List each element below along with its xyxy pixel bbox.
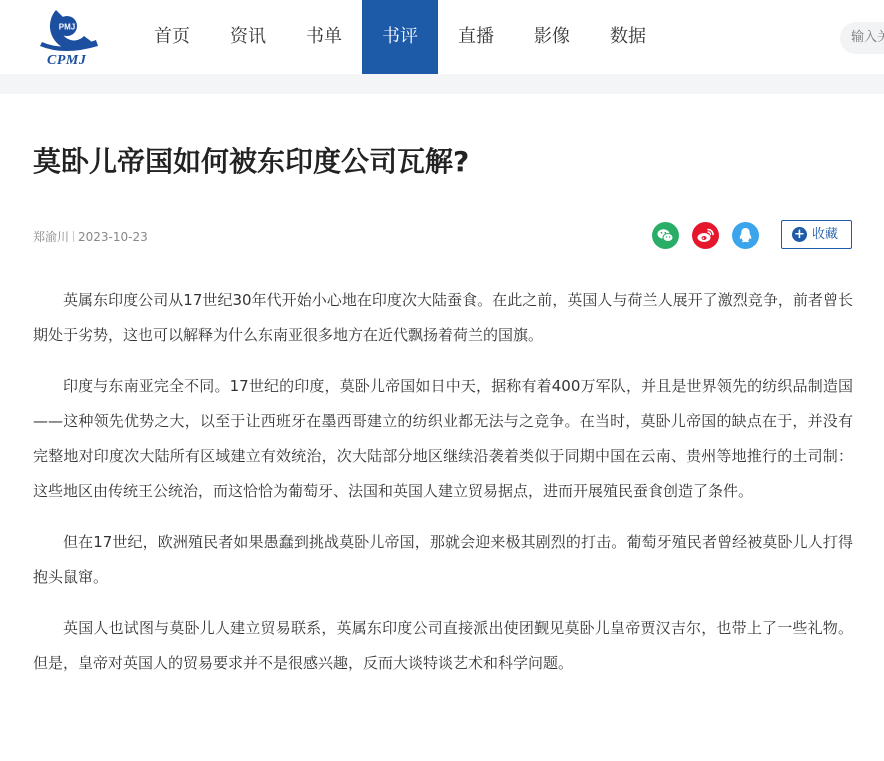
nav-item-booklist[interactable]: 书单 — [306, 26, 342, 47]
nav-item-review[interactable]: 书评 — [362, 0, 438, 74]
nav-item-video[interactable]: 影像 — [534, 26, 570, 47]
article-paragraph: 英国人也试图与莫卧儿人建立贸易联系，英属东印度公司直接派出使团觐见莫卧儿皇帝贾汉吉尔，也带上了一些礼物。但是，皇帝对英国人的贸易要求并不是很感兴趣，反而大谈特谈艺术和科学问题。 — [33, 619, 853, 672]
article-author[interactable]: 郑渝川 — [33, 230, 70, 244]
nav-item-news[interactable]: 资讯 — [230, 26, 266, 47]
favorite-button[interactable] — [781, 220, 852, 249]
article-body — [33, 283, 853, 697]
wechat-share-button[interactable] — [652, 222, 679, 249]
logo-text: CPMJ — [47, 53, 87, 68]
site-header — [0, 0, 884, 74]
search-input[interactable] — [840, 22, 884, 54]
qq-icon — [732, 222, 759, 249]
nav-item-live[interactable]: 直播 — [458, 26, 494, 47]
favorite-label: 收藏 — [812, 227, 839, 242]
site-logo[interactable] — [34, 6, 104, 70]
weibo-icon — [692, 222, 719, 249]
article-date: 2023-10-23 — [78, 230, 148, 244]
main-nav — [134, 0, 666, 74]
weibo-share-button[interactable] — [692, 222, 719, 249]
wechat-icon — [652, 222, 679, 249]
nav-item-data[interactable]: 数据 — [610, 26, 646, 47]
nav-item-home[interactable]: 首页 — [154, 26, 190, 47]
header-divider-band — [0, 74, 884, 94]
article-paragraph: 印度与东南亚完全不同。17世纪的印度，莫卧儿帝国如日中天，据称有着400万军队，并且是世界领先的纺织品制造国——这种领先优势之大，以至于让西班牙在墨西哥建立的纺织业都无法与之竞争。在当时，莫卧儿帝国的缺点在于，并没有完整地对印度次大陆所有区域建立有效统治，次大陆部分地区继续沿袭着类似于同期中国在云南、贵州等地推行的土司制：这些地区由传统王公统治，而这恰恰为葡萄牙、法国和英国人建立贸易据点，进而开展殖民蚕食创造了条件。 — [33, 377, 853, 500]
article-paragraph: 但在17世纪，欧洲殖民者如果愚蠢到挑战莫卧儿帝国，那就会迎来极其剧烈的打击。葡萄牙殖民者曾经被莫卧儿人打得抱头鼠窜。 — [33, 533, 853, 586]
article-title: 莫卧儿帝国如何被东印度公司瓦解? — [33, 145, 470, 178]
article-paragraph: 英属东印度公司从17世纪30年代开始小心地在印度次大陆蚕食。在此之前，英国人与荷兰人展开了激烈竞争，前者曾长期处于劣势，这也可以解释为什么东南亚很多地方在近代飘扬着荷兰的国旗。 — [33, 291, 853, 344]
meta-divider — [73, 231, 74, 242]
article-meta — [33, 228, 148, 245]
svg-text:PMJ: PMJ — [58, 22, 76, 32]
plus-icon: + — [792, 227, 807, 242]
logo-emblem-icon — [34, 6, 104, 56]
qq-share-button[interactable] — [732, 222, 759, 249]
